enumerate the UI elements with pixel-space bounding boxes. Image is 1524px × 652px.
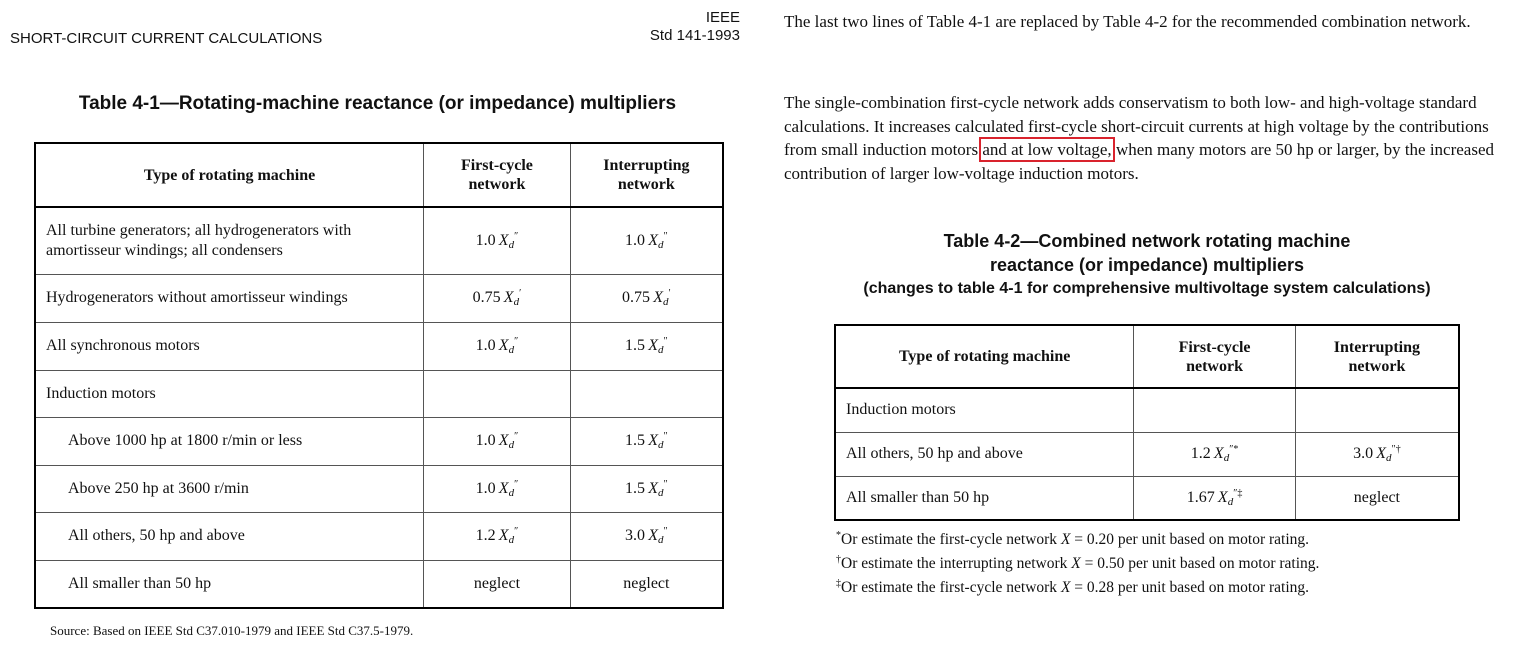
first-cycle-value <box>1134 476 1296 520</box>
header-machine-type: Type of rotating machine <box>35 143 424 207</box>
reactance-subscript: d <box>658 238 664 251</box>
header-interrupting-line1: Interrupting <box>603 157 690 174</box>
reactance-symbol: X <box>648 479 659 497</box>
reactance-symbol: X <box>498 231 509 249</box>
table-row <box>835 388 1459 432</box>
reactance-symbol: X <box>648 337 659 354</box>
table-row <box>35 512 723 560</box>
reactance-prime: ″ <box>663 431 668 442</box>
reactance-symbol: X <box>653 289 664 306</box>
machine-type <box>35 207 424 274</box>
reactance-subscript: d <box>508 344 515 356</box>
multiplier: 1.5 <box>625 432 646 449</box>
interrupting-value <box>570 207 723 274</box>
interrupting-value: neglect <box>1295 476 1459 520</box>
first-cycle-value <box>424 465 571 512</box>
reactance-prime: ″ <box>514 478 519 490</box>
machine-type-line2: amortisseur windings; all condensers <box>46 241 283 259</box>
reactance-subscript: d <box>508 238 515 251</box>
first-cycle-value <box>1134 432 1296 476</box>
reactance-prime: ″ <box>514 526 519 537</box>
reactance-prime-footnote: ″‡ <box>1233 487 1243 499</box>
interrupting-value <box>570 322 723 370</box>
table-row <box>35 465 723 512</box>
machine-category: Induction motors <box>835 388 1134 432</box>
reactance-symbol: X <box>498 479 509 497</box>
header-first-cycle <box>424 143 571 207</box>
empty-cell <box>570 370 723 417</box>
paragraph <box>784 91 1514 185</box>
reactance-symbol: X <box>498 527 509 544</box>
footnote-text: Or estimate the first-cycle network <box>841 531 1061 548</box>
reactance-subscript: d <box>1223 452 1230 464</box>
reactance-prime-footnote: ″* <box>1229 444 1239 455</box>
table-source-note: Source: Based on IEEE Std C37.010-1979 and IEEE Std C37.5-1979. <box>50 623 414 638</box>
footnote <box>836 526 1319 550</box>
machine-type: All smaller than 50 hp <box>835 476 1134 520</box>
header-first-cycle-line1: First-cycle <box>460 157 533 174</box>
reactance-subscript: d <box>1386 452 1392 464</box>
machine-type: Above 1000 hp at 1800 r/min or less <box>35 417 424 465</box>
reactance-subscript: d <box>508 486 515 499</box>
empty-cell <box>1134 388 1296 432</box>
footnote-text: Or estimate the first-cycle network <box>841 579 1061 596</box>
footnote-variable: X <box>1071 555 1081 572</box>
footnote <box>836 550 1319 574</box>
machine-type: All others, 50 hp and above <box>35 512 424 560</box>
reactance-prime: ″ <box>663 526 668 537</box>
reactance-symbol: X <box>498 337 509 354</box>
first-cycle-value <box>424 322 571 370</box>
reactance-prime: ″ <box>514 431 519 442</box>
interrupting-value <box>570 417 723 465</box>
machine-type: All smaller than 50 hp <box>35 560 424 608</box>
footnote-mark: ‡ <box>836 578 841 589</box>
machine-type: All synchronous motors <box>35 322 424 370</box>
highlighted-text: and at low voltage, <box>982 140 1112 159</box>
footnote-variable: X <box>1060 579 1071 596</box>
multiplier: 3.0 <box>625 527 646 544</box>
paragraph-text: The single-combination first-cycle network adds conservatism to both low- and high-voltage standard calculations. It increases calculated first-cycle short-circuit currents at high voltage by the contributions from small induction motors <box>784 93 1489 159</box>
header-first-cycle-line2: network <box>468 176 526 193</box>
reactance-symbol: X <box>648 432 659 449</box>
standard-id <box>600 9 740 45</box>
reactance-subscript: d <box>508 534 515 546</box>
paragraph: The last two lines of Table 4-1 are replaced by Table 4-2 for the recommended combination network. <box>784 12 1471 31</box>
footnote-text: = 0.28 per unit based on motor rating. <box>1070 579 1310 596</box>
interrupting-value: neglect <box>570 560 723 608</box>
table-header-row <box>835 325 1459 388</box>
machine-type: Above 250 hp at 3600 r/min <box>35 465 424 512</box>
header-first-cycle <box>1134 325 1296 388</box>
multiplier: 1.2 <box>1190 445 1211 462</box>
reactance-prime-footnote: ″† <box>1391 444 1401 455</box>
reactance-subscript: d <box>658 439 664 451</box>
footnote-text: Or estimate the interrupting network <box>841 555 1072 572</box>
reactance-subscript: d <box>513 296 520 308</box>
multiplier: 1.5 <box>625 479 646 497</box>
footnote-text: = 0.50 per unit based on motor rating. <box>1080 555 1320 572</box>
table-row <box>35 322 723 370</box>
interrupting-value <box>570 274 723 322</box>
reactance-prime: ′ <box>519 288 522 299</box>
header-interrupting <box>570 143 723 207</box>
reactance-subscript: d <box>658 486 664 499</box>
footnote <box>836 574 1319 598</box>
table-4-2-subtitle: (changes to table 4-1 for comprehensive multivoltage system calculations) <box>863 280 1431 297</box>
first-cycle-value <box>424 417 571 465</box>
interrupting-value <box>570 512 723 560</box>
reactance-symbol: X <box>648 231 659 249</box>
multiplier: 0.75 <box>622 289 651 306</box>
table-4-2-title-line2: reactance (or impedance) multipliers <box>989 255 1305 275</box>
reactance-subscript: d <box>1227 495 1234 508</box>
standard-org: IEEE <box>705 9 740 26</box>
first-cycle-value <box>424 274 571 322</box>
table-row <box>835 432 1459 476</box>
reactance-symbol: X <box>498 432 509 449</box>
reactance-subscript: d <box>663 296 669 308</box>
table-footnotes <box>836 526 1319 598</box>
multiplier: 1.0 <box>475 479 496 497</box>
standard-number: Std 141-1993 <box>649 27 740 44</box>
table-4-2 <box>834 324 1460 521</box>
multiplier: 1.0 <box>475 337 496 354</box>
section-header: SHORT-CIRCUIT CURRENT CALCULATIONS <box>10 30 323 47</box>
first-cycle-value <box>424 512 571 560</box>
header-first-cycle-line2: network <box>1186 357 1243 375</box>
machine-category: Induction motors <box>35 370 424 417</box>
header-interrupting-line1: Interrupting <box>1333 338 1421 356</box>
header-interrupting-line2: network <box>617 176 675 193</box>
reactance-subscript: d <box>508 439 515 451</box>
table-row <box>835 476 1459 520</box>
table-row <box>35 274 723 322</box>
header-machine-type: Type of rotating machine <box>835 325 1134 388</box>
multiplier: 1.67 <box>1186 488 1215 506</box>
footnote-mark: * <box>836 530 841 541</box>
reactance-prime: ′ <box>668 288 671 299</box>
multiplier: 1.5 <box>625 337 646 354</box>
footnote-text: = 0.20 per unit based on motor rating. <box>1070 531 1310 548</box>
footnote-variable: X <box>1060 531 1071 548</box>
table-4-1 <box>34 142 724 609</box>
reactance-prime: ″ <box>663 230 668 242</box>
table-row <box>35 207 723 274</box>
multiplier: 3.0 <box>1353 445 1374 462</box>
table-header-row <box>35 143 723 207</box>
header-first-cycle-line1: First-cycle <box>1178 338 1251 356</box>
reactance-prime: ″ <box>663 336 668 347</box>
reactance-prime: ″ <box>663 478 668 490</box>
footnote-mark: † <box>836 554 841 565</box>
header-interrupting <box>1295 325 1459 388</box>
reactance-symbol: X <box>1376 445 1387 462</box>
machine-type: Hydrogenerators without amortisseur windings <box>35 274 424 322</box>
interrupting-value <box>570 465 723 512</box>
reactance-symbol: X <box>648 527 659 544</box>
header-interrupting-line2: network <box>1348 357 1406 375</box>
reactance-subscript: d <box>658 534 664 546</box>
reactance-symbol: X <box>1217 488 1228 506</box>
table-4-1-title: Table 4-1—Rotating-machine reactance (or impedance) multipliers <box>78 93 677 114</box>
reactance-symbol: X <box>1213 445 1224 462</box>
multiplier: 1.0 <box>475 231 496 249</box>
reactance-prime: ″ <box>514 336 519 347</box>
table-4-2-title-line1: Table 4-2—Combined network rotating machine <box>943 231 1351 251</box>
interrupting-value <box>1295 432 1459 476</box>
empty-cell <box>424 370 571 417</box>
reactance-prime: ″ <box>514 230 519 242</box>
paragraph-text: when many motors are 50 hp or larger, by the increased contribution of larger low-voltage induction motors. <box>784 140 1495 183</box>
empty-cell <box>1295 388 1459 432</box>
reactance-symbol: X <box>503 289 514 306</box>
table-row <box>35 370 723 417</box>
multiplier: 1.2 <box>475 527 496 544</box>
table-row <box>35 417 723 465</box>
machine-type: All others, 50 hp and above <box>835 432 1134 476</box>
table-row <box>35 560 723 608</box>
first-cycle-value: neglect <box>424 560 571 608</box>
first-cycle-value <box>424 207 571 274</box>
reactance-subscript: d <box>658 344 664 356</box>
table-4-2-title <box>830 229 1464 301</box>
multiplier: 1.0 <box>625 231 646 249</box>
machine-type-line1: All turbine generators; all hydrogenerators with <box>46 221 352 239</box>
multiplier: 0.75 <box>472 289 501 306</box>
multiplier: 1.0 <box>475 432 496 449</box>
